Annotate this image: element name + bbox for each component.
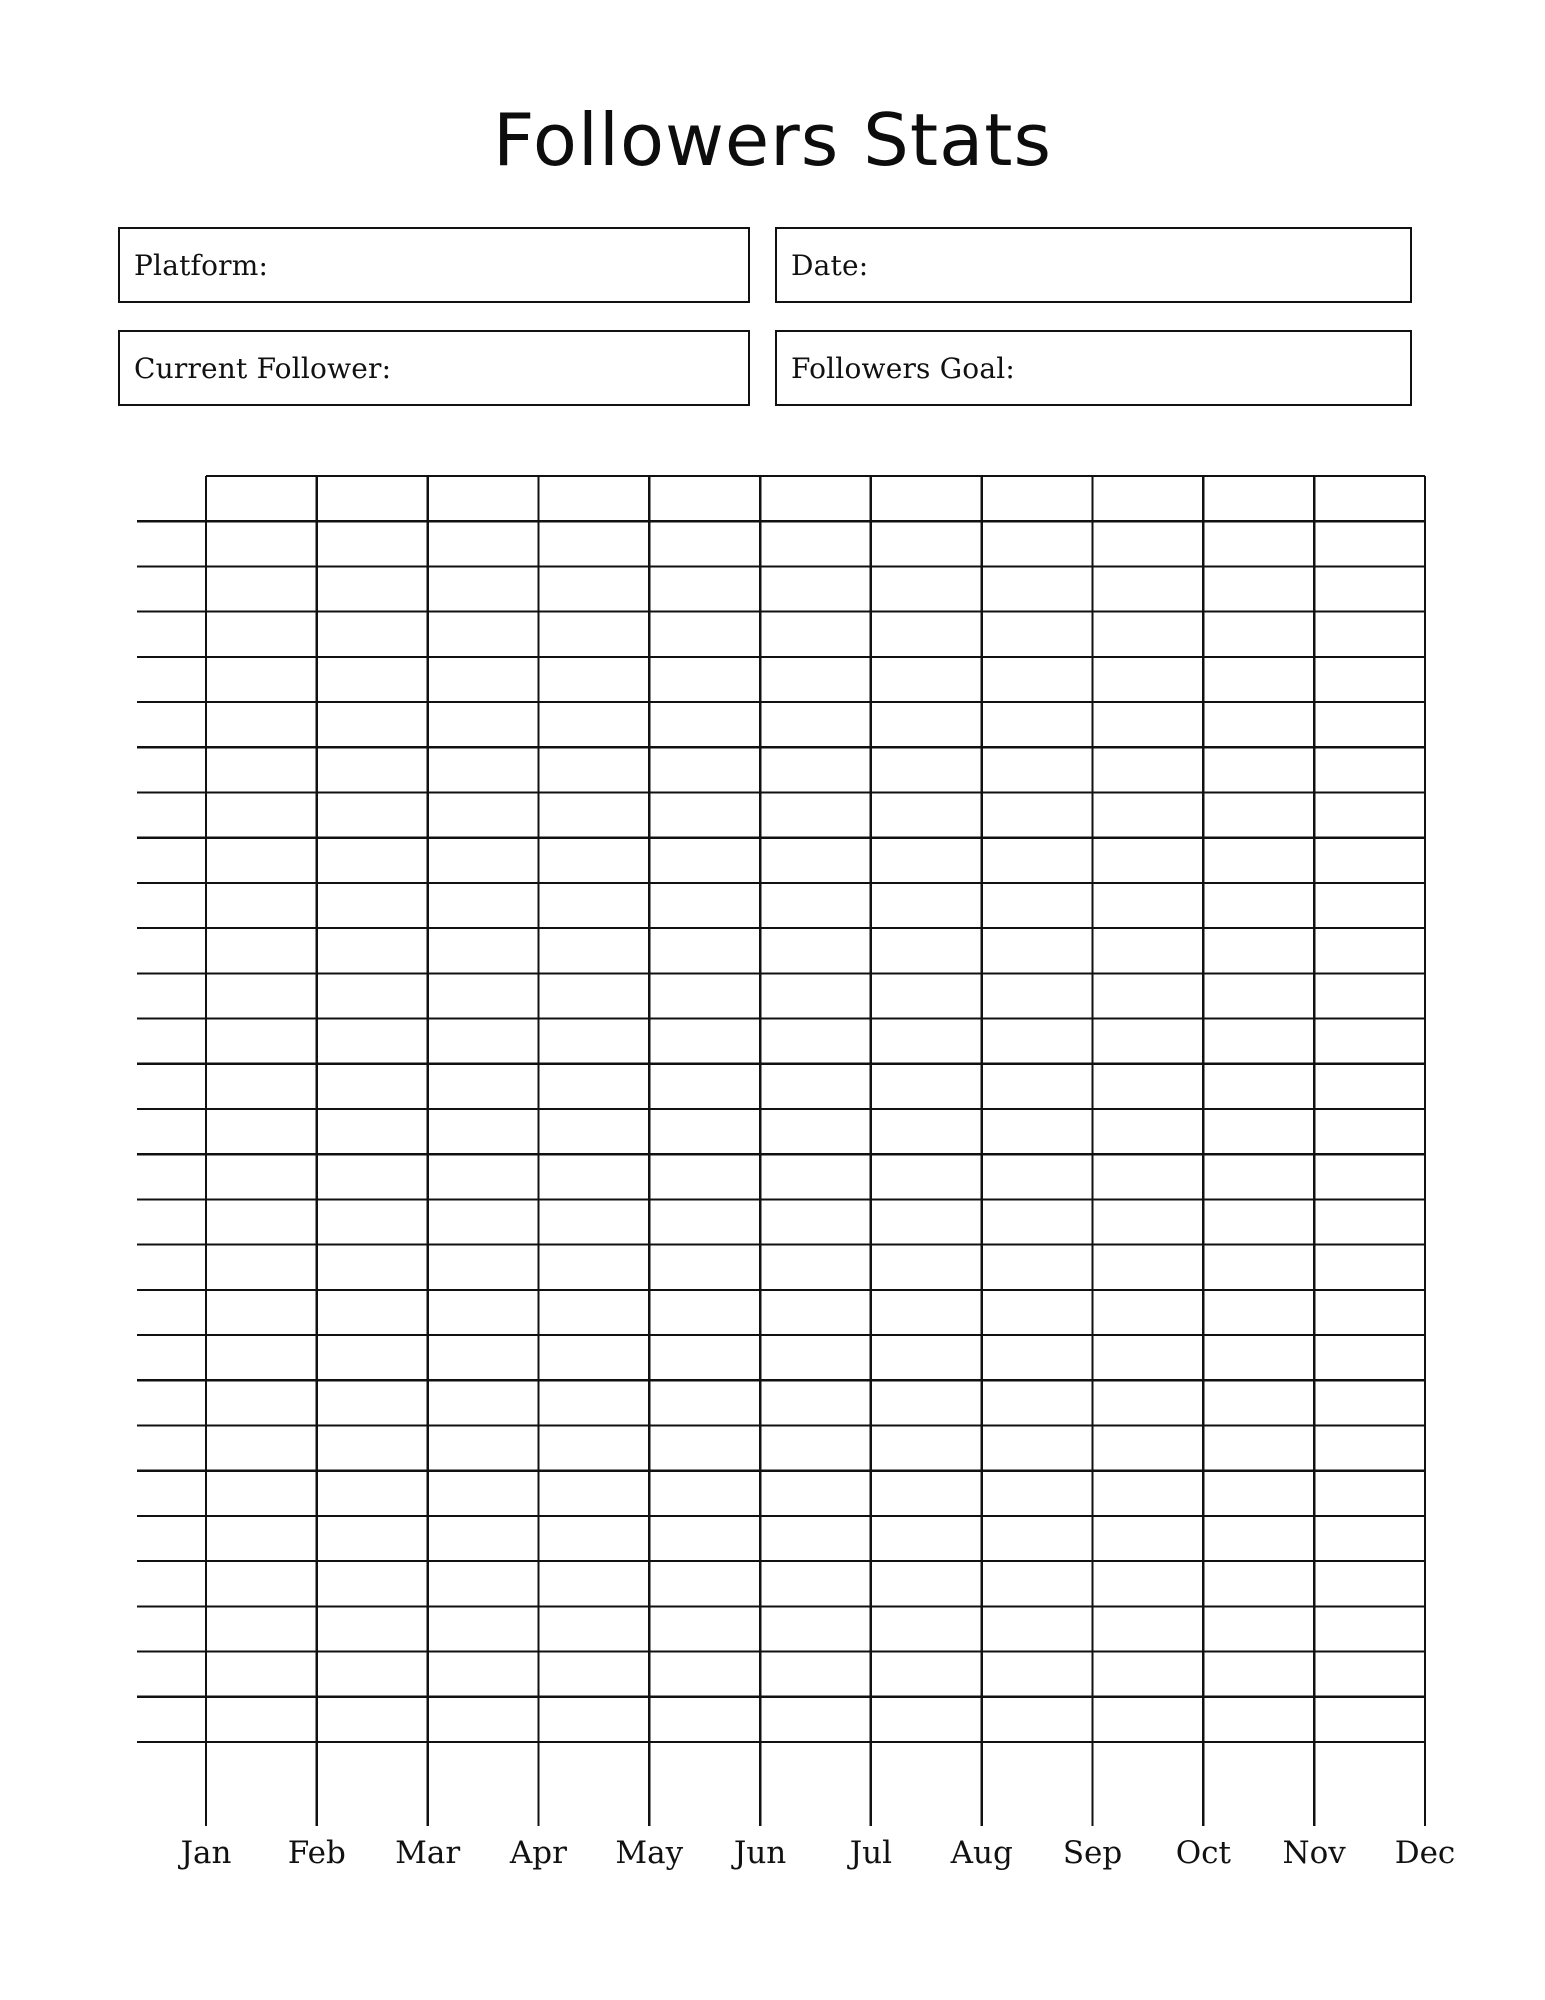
field-date-label: Date:: [791, 248, 869, 282]
field-platform-label: Platform:: [134, 248, 269, 282]
month-label-jul: Jul: [849, 1835, 893, 1871]
field-followers-goal[interactable]: [775, 330, 1412, 406]
field-followers-goal-label: Followers Goal:: [791, 351, 1016, 385]
x-axis-month-labels: [0, 1832, 1545, 1882]
field-date[interactable]: [775, 227, 1412, 303]
field-current-follower-label: Current Follower:: [134, 351, 392, 385]
page-title: Followers Stats: [493, 98, 1052, 182]
month-label-sep: Sep: [1062, 1835, 1123, 1871]
field-current-follower[interactable]: [118, 330, 750, 406]
month-label-may: May: [615, 1835, 684, 1871]
month-label-dec: Dec: [1394, 1835, 1456, 1871]
month-label-feb: Feb: [287, 1835, 346, 1871]
month-label-apr: Apr: [509, 1835, 567, 1871]
month-label-aug: Aug: [950, 1835, 1013, 1871]
month-label-nov: Nov: [1282, 1835, 1346, 1871]
month-label-jun: Jun: [733, 1835, 787, 1871]
month-label-oct: Oct: [1175, 1835, 1231, 1871]
month-label-mar: Mar: [395, 1835, 461, 1871]
field-platform[interactable]: [118, 227, 750, 303]
form-fields-group: [118, 227, 1412, 407]
month-label-jan: Jan: [180, 1835, 232, 1871]
